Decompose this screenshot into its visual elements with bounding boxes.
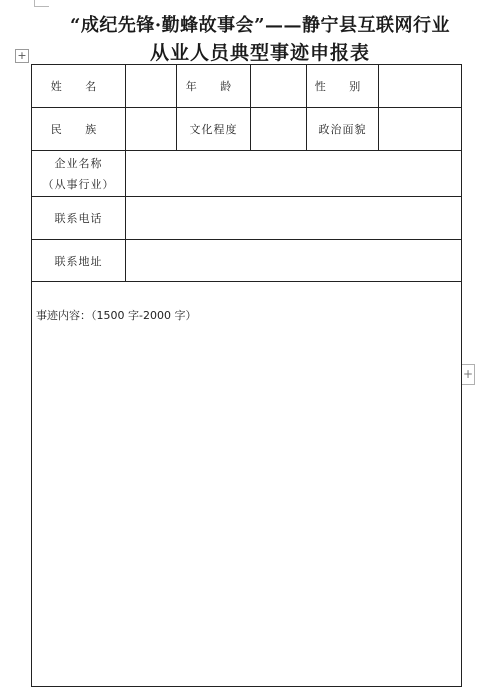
- table-row: [32, 65, 462, 108]
- company-name-label-line-1: 企业名称: [54, 156, 103, 170]
- table-row: [32, 108, 462, 151]
- political-status-field[interactable]: [379, 108, 462, 151]
- ethnicity-field[interactable]: [126, 108, 177, 151]
- table-move-handle-icon[interactable]: +: [15, 49, 29, 63]
- age-field[interactable]: [251, 65, 307, 108]
- name-field[interactable]: [126, 65, 177, 108]
- address-label: 联系地址: [32, 240, 126, 282]
- name-label: 姓 名: [32, 65, 126, 108]
- company-name-label: [32, 151, 126, 197]
- table-add-column-icon[interactable]: +: [461, 364, 475, 385]
- gender-field[interactable]: [379, 65, 462, 108]
- company-name-label-line-2: （从事行业）: [42, 177, 115, 191]
- company-name-field[interactable]: [126, 151, 462, 197]
- ethnicity-label: 民 族: [32, 108, 126, 151]
- political-status-label: 政治面貌: [307, 108, 379, 151]
- document-title-line-2: 从业人员典型事迹申报表: [149, 42, 370, 64]
- page-corner-mark: [34, 0, 49, 7]
- deeds-content-label: 事迹内容：（1500 字-2000 字）: [36, 309, 197, 322]
- application-form-table: [31, 64, 462, 687]
- table-row: [32, 197, 462, 240]
- phone-field[interactable]: [126, 197, 462, 240]
- phone-label: 联系电话: [32, 197, 126, 240]
- education-field[interactable]: [251, 108, 307, 151]
- age-label: 年 龄: [177, 65, 251, 108]
- table-row: [32, 282, 462, 687]
- address-field[interactable]: [126, 240, 462, 282]
- deeds-content-field[interactable]: [32, 282, 462, 687]
- gender-label: 性 别: [307, 65, 379, 108]
- table-row: [32, 240, 462, 282]
- document-title-line-1: “成纪先锋·勤蜂故事会”——静宁县互联网行业: [70, 15, 450, 36]
- table-row: [32, 151, 462, 197]
- education-label: 文化程度: [177, 108, 251, 151]
